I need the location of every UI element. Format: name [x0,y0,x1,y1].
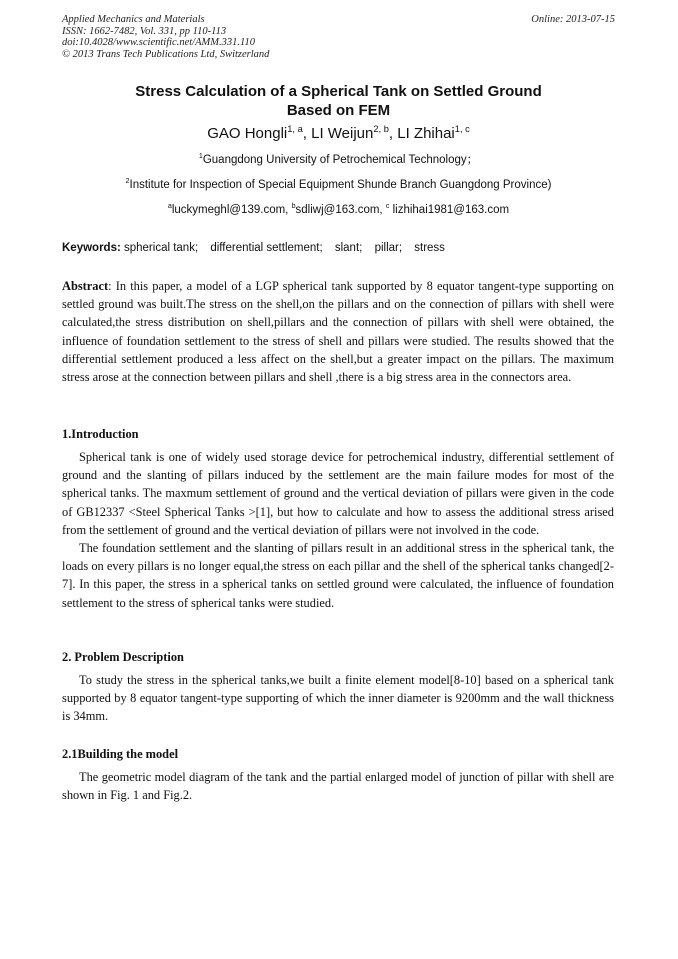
keyword: spherical tank; [124,242,199,254]
section-heading-problem: 2. Problem Description [62,650,184,664]
author-superscript: 1, c [454,124,470,134]
paper-title [62,82,615,120]
keyword: differential settlement; [210,242,323,254]
section-heading-model: 2.1Building the model [62,747,179,761]
abstract-label: Abstract [62,279,109,293]
affiliation-superscript: 2 [125,177,130,186]
journal-meta [62,14,269,60]
abstract-text: : In this paper, a model of a LGP spherical tank supported by 8 equator tangent-type supporting on settled ground was built.The stress on the shell,on the pillars and on the connection of pillars with shell were calculated,the stress distribution on shell,pillars and the connection of pillars with shell were obtained, the influence of foundation settlement to the stress of shell and pillars were studied. The results showed that the differential settlement produced a less affect on the shell,but a greater impact on the pillars. The maximum stress arose at the connection between pillars and shell ,there is a big stress area in the connectors area. [62,279,614,385]
author-superscript: 1, a [287,124,303,134]
paragraph: To study the stress in the spherical tanks,we built a finite element model[8-10] based on a spherical tank supported by 8 equator tangent-type supporting of which the inner diameter is 9200mm and the wall thickness is 34mm. [62,673,614,724]
section-heading-introduction: 1.Introduction [62,427,139,441]
email-list [62,203,615,217]
affiliation-text: Institute for Inspection of Special Equipment Shunde Branch Guangdong Province) [129,179,552,191]
keywords-line [62,241,615,255]
email-link[interactable]: lizhihai1981@163.com [389,204,510,216]
problem-body [62,671,614,726]
email-link[interactable]: luckymeghl@139.com, [171,204,292,216]
keyword: slant; [334,242,363,254]
email-superscript: b [291,202,296,211]
email-link[interactable]: sdliwj@163.com, [295,204,386,216]
title-line-1: Stress Calculation of a Spherical Tank on Settled Ground [135,83,542,100]
copyright-line: © 2013 Trans Tech Publications Ltd, Switzerland [62,48,270,60]
introduction-body [62,448,614,612]
model-body [62,768,614,804]
journal-name: Applied Mechanics and Materials [62,14,205,25]
doi-line: doi:10.4028/www.scientific.net/AMM.331.110 [62,37,255,48]
author-name: LI Weijun [311,125,374,142]
keyword: stress [414,242,445,254]
author-separator: , [388,125,398,142]
online-date: Online: 2013-07-15 [531,14,615,25]
keyword: pillar; [374,242,403,254]
affiliation-1 [62,153,615,167]
affiliation-text: Guangdong University of Petrochemical Technology； [202,154,479,166]
abstract [62,277,614,386]
paragraph: The foundation settlement and the slanting of pillars result in an additional stress in the spherical tank, the loads on every pillars is no longer equal,the stress on each pillar and the shell of the spherical tanks changed[2-7]. In this paper, the stress in a spherical tanks on settled ground were calculated, the influence of foundation settlement to the stress of spherical tanks were studied. [62,541,614,610]
issn-line: ISSN: 1662-7482, Vol. 331, pp 110-113 [62,25,227,37]
author-name: GAO Hongli [207,125,288,142]
email-superscript: c [385,202,390,211]
keywords-label: Keywords: [62,242,121,254]
affiliation-superscript: 1 [198,152,203,161]
author-name: LI Zhihai [397,125,455,142]
author-superscript: 2, b [373,124,389,134]
paragraph: The geometric model diagram of the tank and the partial enlarged model of junction of pillar with shell are shown in Fig. 1 and Fig.2. [62,770,614,803]
author-separator: , [302,125,312,142]
title-line-2: Based on FEM [286,102,391,119]
paragraph: Spherical tank is one of widely used storage device for petrochemical industry, differential settlement of ground and the slanting of pillars induced by the settlement are the main failure modes for most of the spherical tanks. The maxmum settlement of ground and the vertical deviation of pillars were given in the code of GB12337 <Steel Spherical Tanks >[1], but how to calculate and how to assess the additional stress arised from the settlement of ground and the vertical deviation of pillars were not involved in the code. [62,450,614,537]
affiliation-2 [62,178,615,192]
email-superscript: a [167,202,172,211]
author-list [62,125,615,143]
